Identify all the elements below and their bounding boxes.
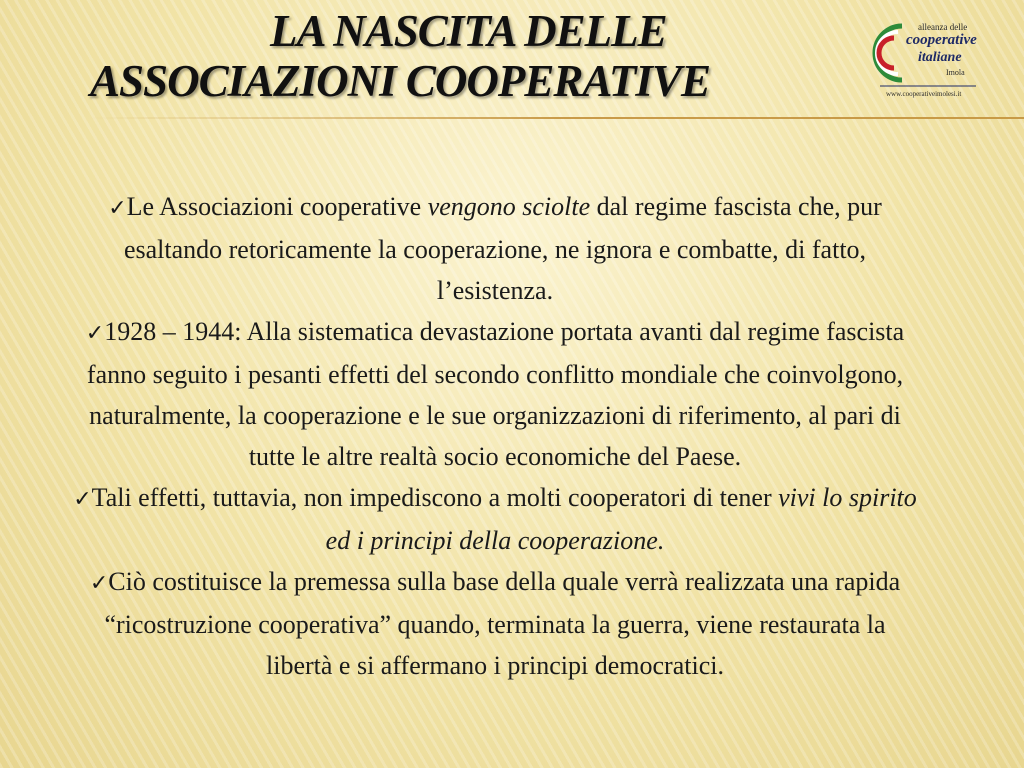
paragraph-text: Ciò costituisce la premessa sulla base della quale verrà realizzata una rapida “ricostruzione cooperativa” quando, terminata la guerra, viene restaurata la libertà e si affermano i principi democratici. — [104, 567, 901, 680]
logo-website-text: www.cooperativeimolesi.it — [886, 90, 962, 98]
bullet-paragraph-4 — [70, 561, 920, 686]
cooperative-logo — [872, 18, 982, 106]
checkmark-icon: ✓ — [89, 571, 109, 596]
title-line-2: ASSOCIAZIONI COOPERATIVE — [90, 56, 710, 106]
checkmark-icon: ✓ — [73, 487, 92, 512]
logo-top-text: alleanza delle — [918, 22, 968, 32]
slide-body — [70, 186, 920, 686]
paragraph-text: Tali effetti, tuttavia, non impediscono a molti cooperatori di tener — [91, 483, 779, 512]
bullet-paragraph-2 — [70, 311, 920, 477]
paragraph-text: dal regime fascista che, pur esaltando retoricamente la cooperazione, ne ignora e combatte, di fatto, l’esistenza. — [123, 192, 882, 305]
paragraph-emphasis: vivi lo spirito ed i principi della cooperazione. — [325, 483, 917, 555]
checkmark-icon: ✓ — [108, 196, 127, 221]
bullet-paragraph-1 — [70, 186, 920, 311]
logo-city-text: Imola — [946, 68, 965, 77]
title-line-1: LA NASCITA DELLE — [270, 6, 667, 56]
logo-italiane-text: italiane — [918, 50, 962, 65]
bullet-paragraph-3 — [70, 477, 920, 561]
slide-title — [60, 6, 860, 106]
paragraph-text: 1928 – 1944: Alla sistematica devastazione portata avanti dal regime fascista fanno seguito i pesanti effetti del secondo conflitto mondiale che coinvolgono, naturalmente, la cooperazione e le sue organizzazioni di riferimento, al pari di tutte le altre realtà socio economiche del Paese. — [86, 317, 905, 471]
paragraph-emphasis: vengono sciolte — [427, 192, 591, 221]
paragraph-text: Le Associazioni cooperative — [126, 192, 428, 221]
title-underline — [90, 117, 1024, 119]
logo-cooperative-text: cooperative — [906, 32, 977, 48]
checkmark-icon: ✓ — [85, 321, 105, 346]
